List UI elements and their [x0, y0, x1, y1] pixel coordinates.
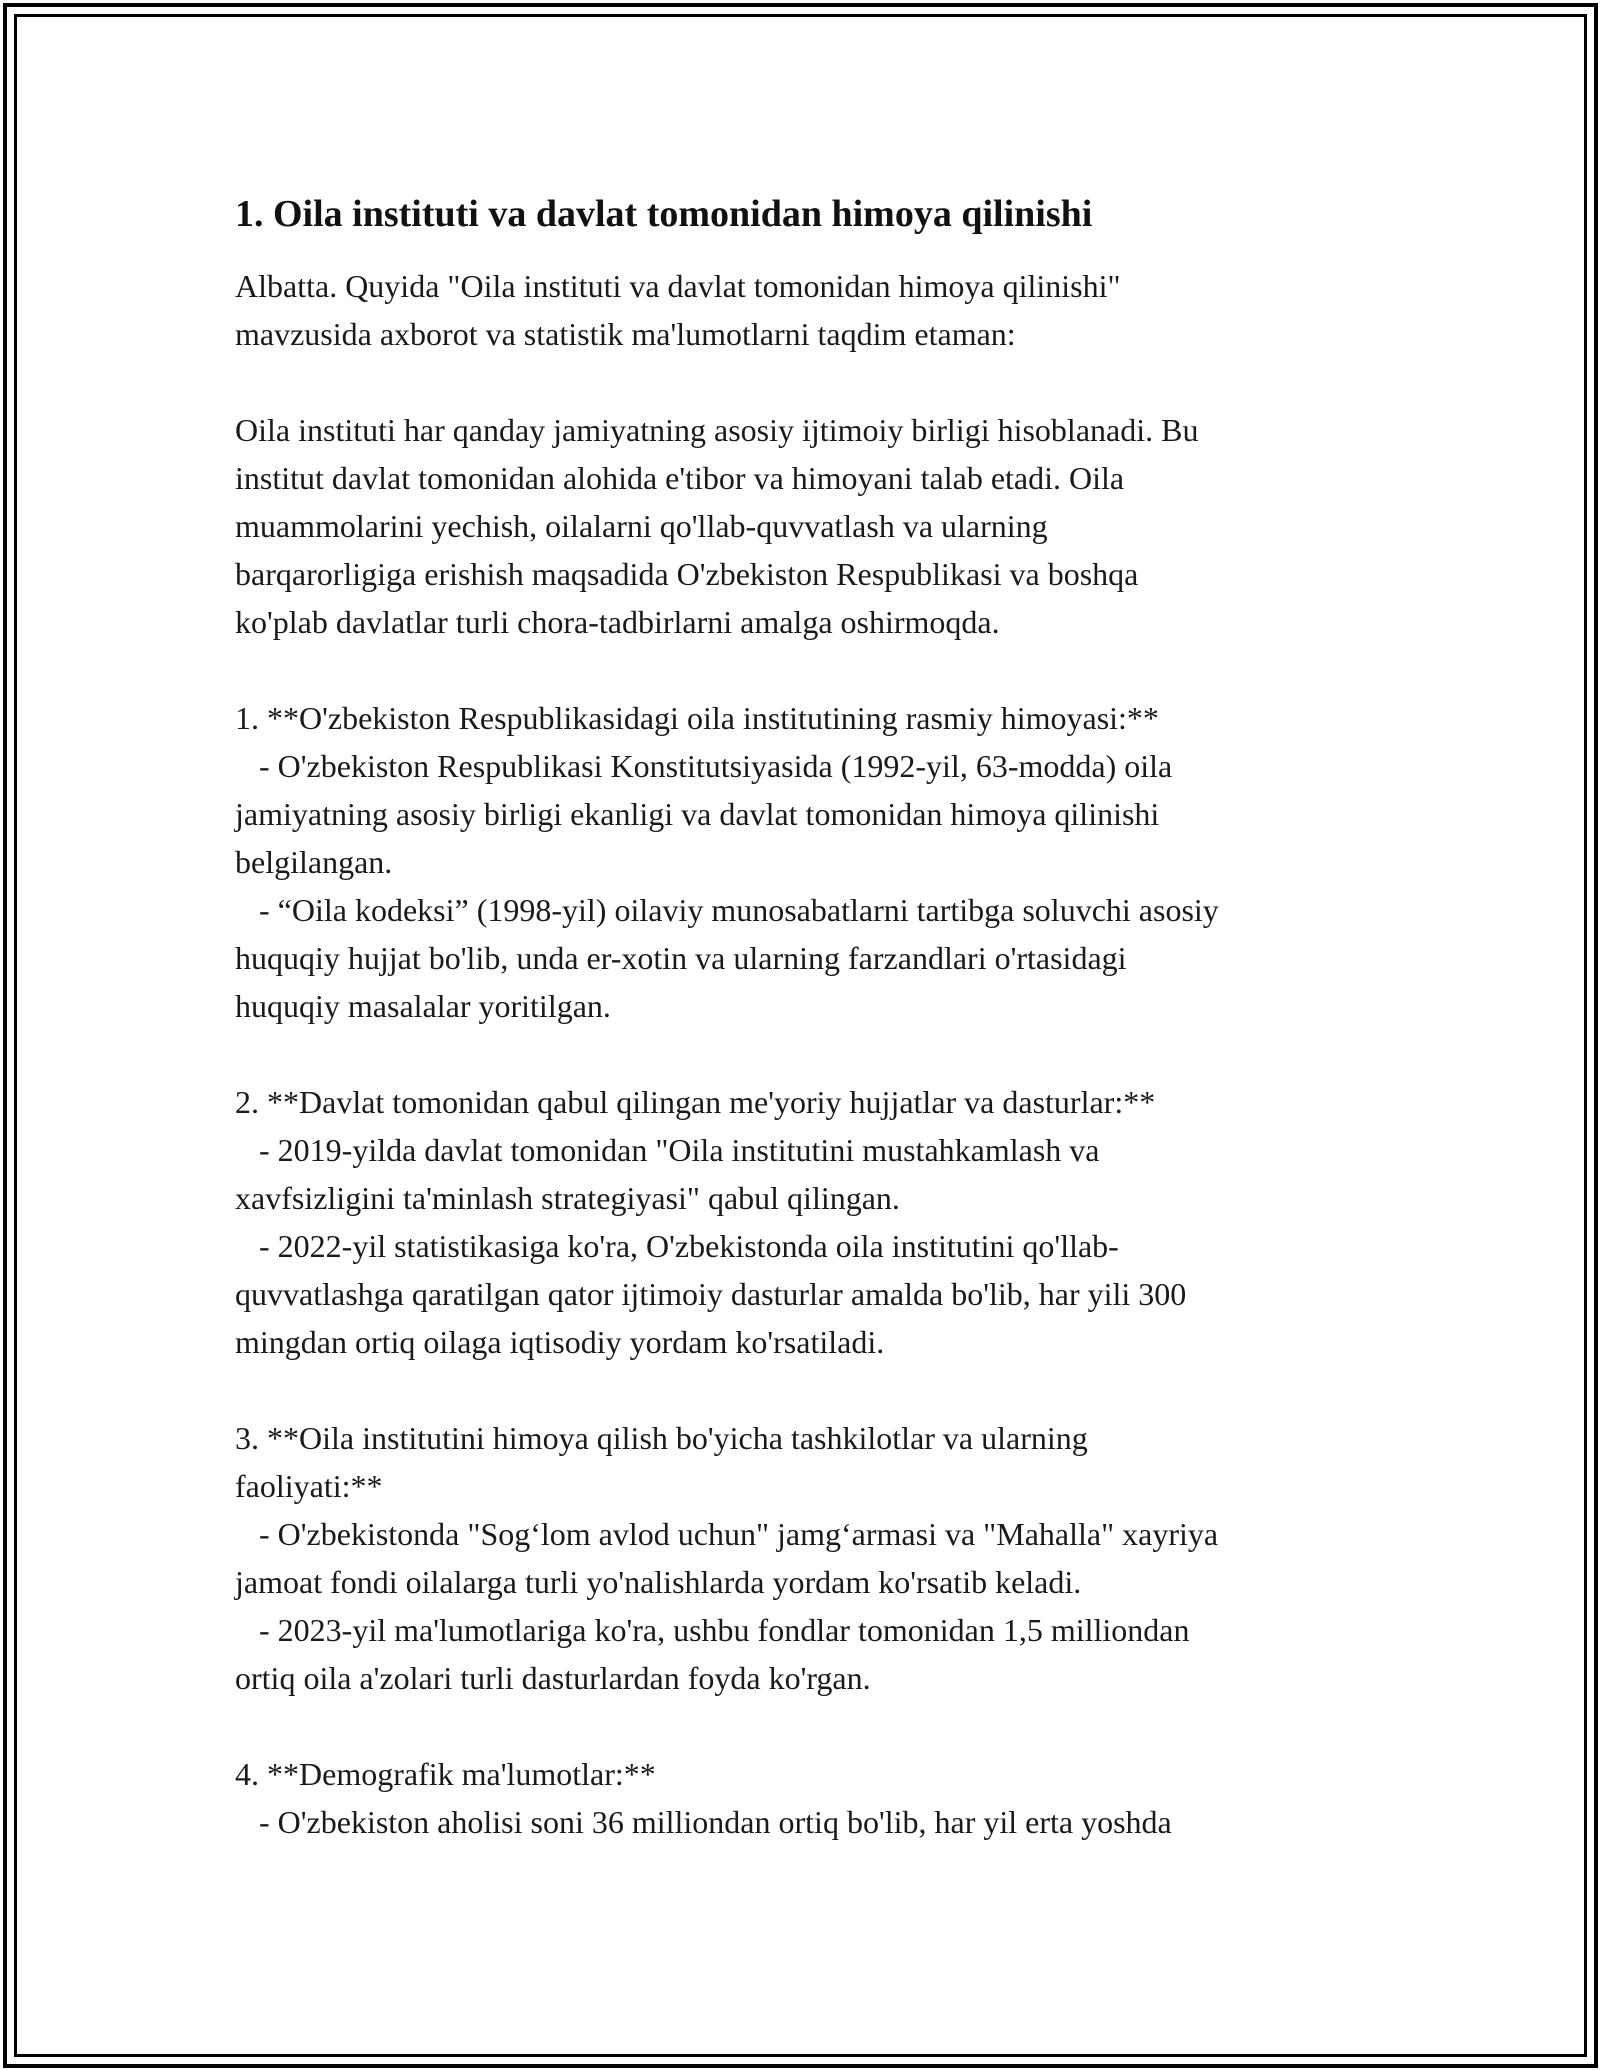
text-line: huquqiy hujjat bo'lib, unda er-xotin va ularning farzandlari o'rtasidagi [235, 940, 1127, 976]
section-3 [235, 1414, 1375, 1702]
text-line: 2. **Davlat tomonidan qabul qilingan me'yoriy hujjatlar va dasturlar:** [235, 1084, 1156, 1120]
text-line: ko'plab davlatlar turli chora-tadbirlarni amalga oshirmoqda. [235, 604, 1000, 640]
section-2 [235, 1078, 1375, 1366]
document-body [235, 190, 1375, 1846]
text-line: jamoat fondi oilalarga turli yo'nalishlarda yordam ko'rsatib keladi. [235, 1564, 1082, 1600]
text-line: Albatta. Quyida "Oila instituti va davlat tomonidan himoya qilinishi" [235, 268, 1121, 304]
text-line: - O'zbekiston Respublikasi Konstitutsiyasida (1992-yil, 63-modda) oila [235, 748, 1173, 784]
text-line: huquqiy masalalar yoritilgan. [235, 988, 611, 1024]
text-line: xavfsizligini ta'minlash strategiyasi" qabul qilingan. [235, 1180, 900, 1216]
spacer [235, 1030, 1375, 1078]
text-line: 4. **Demografik ma'lumotlar:** [235, 1756, 656, 1792]
page-title: 1. Oila instituti va davlat tomonidan himoya qilinishi [235, 193, 1093, 235]
intro-paragraph [235, 262, 1375, 358]
text-line: barqarorligiga erishish maqsadida O'zbekiston Respublikasi va boshqa [235, 556, 1139, 592]
text-line: - O'zbekistonda "Sog‘lom avlod uchun" jamg‘armasi va "Mahalla" xayriya [235, 1516, 1219, 1552]
spacer [235, 1702, 1375, 1750]
text-line: quvvatlashga qaratilgan qator ijtimoiy dasturlar amalda bo'lib, har yili 300 [235, 1276, 1187, 1312]
overview-paragraph [235, 406, 1375, 646]
spacer [235, 646, 1375, 694]
text-line: faoliyati:** [235, 1468, 383, 1504]
text-line: - O'zbekiston aholisi soni 36 milliondan ortiq bo'lib, har yil erta yoshda [235, 1804, 1172, 1840]
text-line: Oila instituti har qanday jamiyatning asosiy ijtimoiy birligi hisoblanadi. Bu [235, 412, 1199, 448]
text-line: ortiq oila a'zolari turli dasturlardan foyda ko'rgan. [235, 1660, 871, 1696]
text-line: mingdan ortiq oilaga iqtisodiy yordam ko'rsatiladi. [235, 1324, 885, 1360]
text-line: - 2022-yil statistikasiga ko'ra, O'zbekistonda oila institutini qo'llab- [235, 1228, 1119, 1264]
text-line: institut davlat tomonidan alohida e'tibor va himoyani talab etadi. Oila [235, 460, 1125, 496]
text-line: - 2023-yil ma'lumotlariga ko'ra, ushbu fondlar tomonidan 1,5 milliondan [235, 1612, 1190, 1648]
spacer [235, 1366, 1375, 1414]
section-1 [235, 694, 1375, 1030]
text-line: jamiyatning asosiy birligi ekanligi va davlat tomonidan himoya qilinishi [235, 796, 1160, 832]
text-line: 3. **Oila institutini himoya qilish bo'yicha tashkilotlar va ularning [235, 1420, 1088, 1456]
text-line: - “Oila kodeksi” (1998-yil) oilaviy munosabatlarni tartibga soluvchi asosiy [235, 892, 1219, 928]
text-line: 1. **O'zbekiston Respublikasidagi oila institutining rasmiy himoyasi:** [235, 700, 1159, 736]
section-4 [235, 1750, 1375, 1846]
text-line: muammolarini yechish, oilalarni qo'llab-quvvatlash va ularning [235, 508, 1048, 544]
text-line: mavzusida axborot va statistik ma'lumotlarni taqdim etaman: [235, 316, 1016, 352]
text-line: - 2019-yilda davlat tomonidan "Oila institutini mustahkamlash va [235, 1132, 1100, 1168]
spacer [235, 358, 1375, 406]
text-line: belgilangan. [235, 844, 393, 880]
